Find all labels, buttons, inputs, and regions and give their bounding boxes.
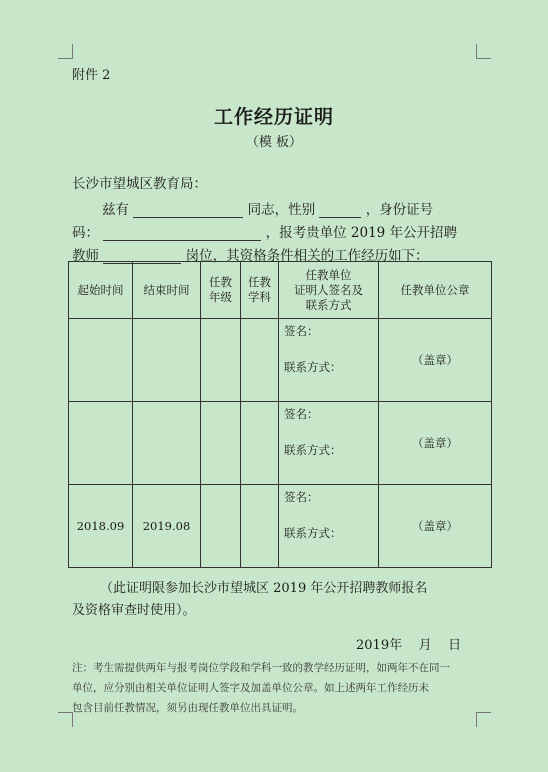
usage-note-line-2: 及资格审查时使用）。 — [72, 603, 196, 618]
name-blank[interactable] — [133, 203, 243, 218]
body-text: 岗位，其资格条件相关的工作经历如下： — [185, 248, 429, 264]
header-seal: 任教单位公章 — [379, 262, 492, 319]
signature-label: 签名： — [284, 490, 319, 504]
body-text: ，报考贵单位 2019 年公开招聘 — [265, 225, 458, 241]
usage-note-line-1: （此证明限参加长沙市望城区 2019 年公开招聘教师报名 — [100, 581, 428, 596]
table-row — [69, 402, 492, 485]
body-text: ，身份证号 — [365, 202, 434, 218]
end-time-cell[interactable]: 2019.08 — [133, 485, 201, 568]
header-text: 证明人签名及 — [294, 282, 363, 297]
header-grade — [201, 262, 241, 319]
contact-label: 联系方式： — [284, 443, 342, 457]
grade-cell[interactable] — [201, 319, 241, 402]
addressee: 长沙市望城区教育局： — [72, 176, 207, 192]
work-history-table — [68, 261, 492, 568]
seal-cell: （盖章） — [379, 319, 492, 402]
start-time-cell[interactable] — [69, 402, 133, 485]
date-line: 2019年 月 日 — [356, 638, 462, 653]
end-time-cell[interactable] — [133, 319, 201, 402]
subject-cell[interactable] — [241, 319, 279, 402]
contact-cell[interactable] — [279, 485, 379, 568]
id-number-blank[interactable] — [103, 226, 261, 241]
seal-cell: （盖章） — [379, 402, 492, 485]
contact-cell[interactable] — [279, 402, 379, 485]
gender-blank[interactable] — [319, 203, 361, 218]
document-title: 工作经历证明 — [213, 106, 334, 128]
attachment-label: 附件 2 — [72, 68, 111, 83]
body-text: 兹有 — [102, 202, 129, 218]
body-text: 码： — [72, 225, 99, 241]
header-text: 任教 — [248, 275, 271, 289]
header-end-time: 结束时间 — [133, 262, 201, 319]
header-text: 任教单位 — [305, 267, 352, 282]
header-text: 联系方式 — [305, 297, 352, 312]
contact-label: 联系方式： — [284, 526, 342, 540]
start-time-cell[interactable] — [69, 319, 133, 402]
end-time-cell[interactable] — [133, 402, 201, 485]
crop-mark-top-left — [58, 44, 73, 59]
document-subtitle: （模 板） — [245, 135, 303, 150]
crop-mark-bottom-right — [476, 712, 491, 727]
signature-label: 签名： — [284, 324, 319, 338]
body-line-2 — [72, 221, 457, 241]
contact-cell[interactable] — [279, 319, 379, 402]
grade-cell[interactable] — [201, 402, 241, 485]
footnote-line-1: 注：考生需提供两年与报考岗位学段和学科一致的教学经历证明，如两年不在同一 — [72, 662, 450, 674]
body-text: 教师 — [72, 248, 99, 264]
crop-mark-bottom-left — [58, 712, 73, 727]
subject-cell[interactable] — [241, 402, 279, 485]
table-row — [69, 319, 492, 402]
footnote-line-2: 单位，应分别由相关单位证明人签字及加盖单位公章。如上述两年工作经历未 — [72, 682, 429, 694]
body-text: 同志，性别 — [247, 202, 316, 218]
start-time-cell[interactable]: 2018.09 — [69, 485, 133, 568]
contact-label: 联系方式： — [284, 360, 342, 374]
table-header-row — [69, 262, 492, 319]
header-text: 年级 — [209, 290, 232, 304]
header-text: 学科 — [248, 290, 271, 304]
header-start-time: 起始时间 — [69, 262, 133, 319]
header-text: 任教 — [209, 275, 232, 289]
crop-mark-top-right — [476, 44, 491, 59]
header-subject — [241, 262, 279, 319]
seal-cell: （盖章） — [379, 485, 492, 568]
subject-cell[interactable] — [241, 485, 279, 568]
body-line-1 — [102, 198, 433, 218]
grade-cell[interactable] — [201, 485, 241, 568]
table-row — [69, 485, 492, 568]
footnote-line-3: 包含目前任教情况，须另由现任教单位出具证明。 — [72, 702, 303, 714]
signature-label: 签名： — [284, 407, 319, 421]
header-contact — [279, 262, 379, 319]
